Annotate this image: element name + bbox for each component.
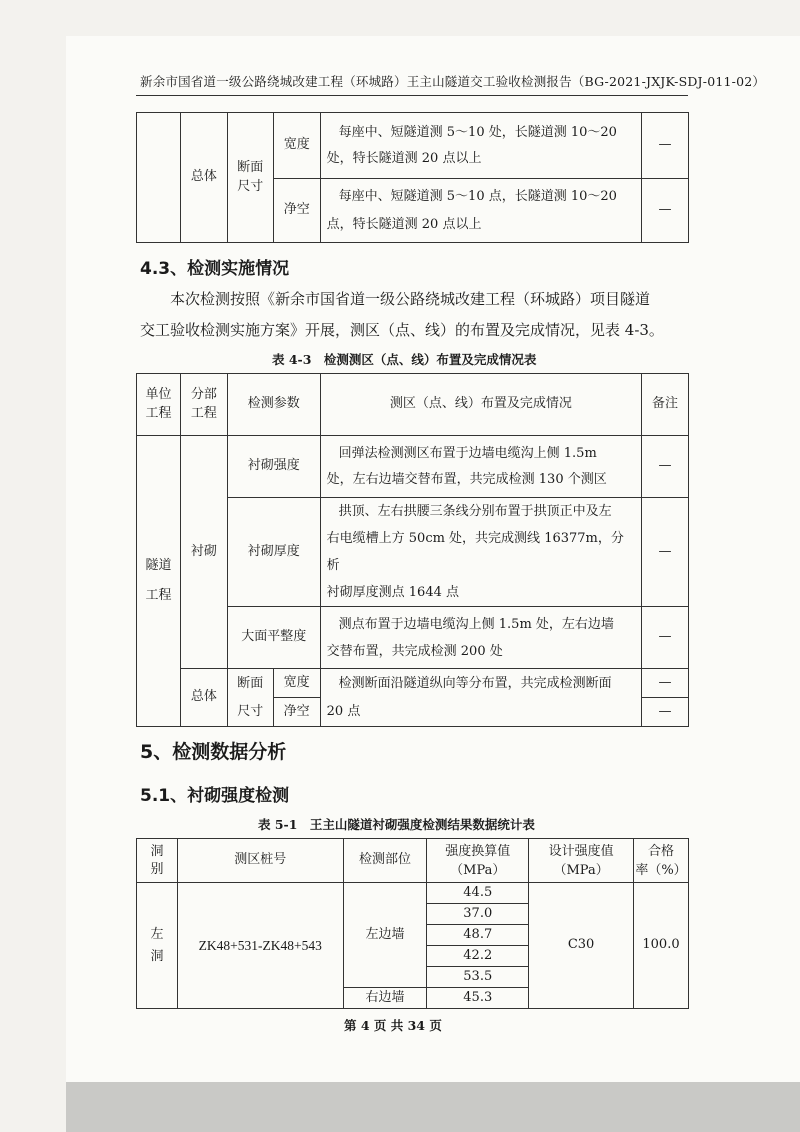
param-cell: 净空 [273,179,320,243]
design-cell: C30 [529,883,634,1009]
layout-cell: 回弹法检测测区布置于边墙电缆沟上侧 1.5m 处，左右边墙交替布置，共完成检测 130 个测区 [320,436,641,498]
header-unit: 单位 工程 [137,374,181,436]
tunnel-cell: 左 洞 [137,883,178,1009]
param-cell: 衬砌厚度 [227,498,320,607]
note-cell: — [642,698,689,727]
value-cell: 42.2 [427,946,529,967]
table-4-3 [136,373,689,727]
layout-cell: 拱顶、左右拱腰三条线分别布置于拱顶正中及左 右电缆槽上方 50cm 处，共完成测线 16377m，分析 衬砌厚度测点 1644 点 [320,498,641,607]
width-cell: 宽度 [273,669,320,698]
value-cell: 53.5 [427,967,529,988]
section-5-heading: 5、检测数据分析 [140,741,287,763]
overall-sub-cell: 断面 尺寸 [227,669,273,727]
param-cell: 衬砌强度 [227,436,320,498]
header-rule [136,95,688,96]
table-5-1 [136,838,689,1009]
note-cell: — [642,179,689,243]
table-4-3-caption: 表 4-3 检测测区（点、线）布置及完成情况表 [272,352,537,367]
note-cell: — [642,498,689,607]
table-5-1-caption: 表 5-1 王主山隧道衬砌强度检测结果数据统计表 [258,817,535,832]
value-cell: 44.5 [427,883,529,904]
section-5-1-heading: 5.1、衬砌强度检测 [140,786,290,806]
header-value: 强度换算值 （MPa） [427,839,529,883]
overall-layout-cell: 检测断面沿隧道纵向等分布置，共完成检测断面 20 点 [320,669,641,727]
param-cell: 大面平整度 [227,607,320,669]
header-layout: 测区（点、线）布置及完成情况 [320,374,641,436]
desc-cell: 每座中、短隧道测 5～10 点，长隧道测 10～20 点，特长隧道测 20 点以上 [320,179,641,243]
section-4-3-heading: 4.3、检测实施情况 [140,259,290,279]
header-rate: 合格 率（%） [634,839,689,883]
section-4-3-paragraph: 本次检测按照《新余市国省道一级公路绕城改建工程（环城路）项目隧道 交工验收检测实施方案》开展，测区（点、线）的布置及完成情况，见表 4-3。 [140,290,664,339]
location-cell: 右边墙 [343,988,427,1009]
location-cell: 左边墙 [343,883,427,988]
top-continuation-table [136,112,689,243]
desc-cell: 每座中、短隧道测 5～10 处，长隧道测 10～20 处，特长隧道测 20 点以上 [320,113,641,179]
page-footer: 第 4 页 共 34 页 [344,1018,442,1033]
rate-cell: 100.0 [634,883,689,1009]
header-design: 设计强度值 （MPa） [529,839,634,883]
clearance-cell: 净空 [273,698,320,727]
part-cell: 衬砌 [180,436,227,669]
layout-cell: 测点布置于边墙电缆沟上侧 1.5m 处，左右边墙 交替布置，共完成检测 200 处 [320,607,641,669]
unit-cell: 隧道 工程 [137,436,181,727]
note-cell: — [642,607,689,669]
value-cell: 45.3 [427,988,529,1009]
note-cell: — [642,669,689,698]
header-note: 备注 [642,374,689,436]
value-cell: 48.7 [427,925,529,946]
header-part: 分部 工程 [180,374,227,436]
report-header: 新余市国省道一级公路绕城改建工程（环城路）王主山隧道交工验收检测报告（BG-2021-JXJK-SDJ-011-02） [140,74,766,89]
empty-unit-cell [137,113,181,243]
note-cell: — [642,113,689,179]
group-cell: 总体 [180,113,227,243]
param-cell: 宽度 [273,113,320,179]
value-cell: 37.0 [427,904,529,925]
subgroup-cell: 断面 尺寸 [227,113,273,243]
note-cell: — [642,436,689,498]
page-bottom-shadow [66,1082,800,1132]
header-tunnel: 洞 别 [137,839,178,883]
header-param: 检测参数 [227,374,320,436]
header-station: 测区桩号 [177,839,343,883]
overall-part-cell: 总体 [180,669,227,727]
station-cell: ZK48+531-ZK48+543 [177,883,343,1009]
header-location: 检测部位 [343,839,427,883]
